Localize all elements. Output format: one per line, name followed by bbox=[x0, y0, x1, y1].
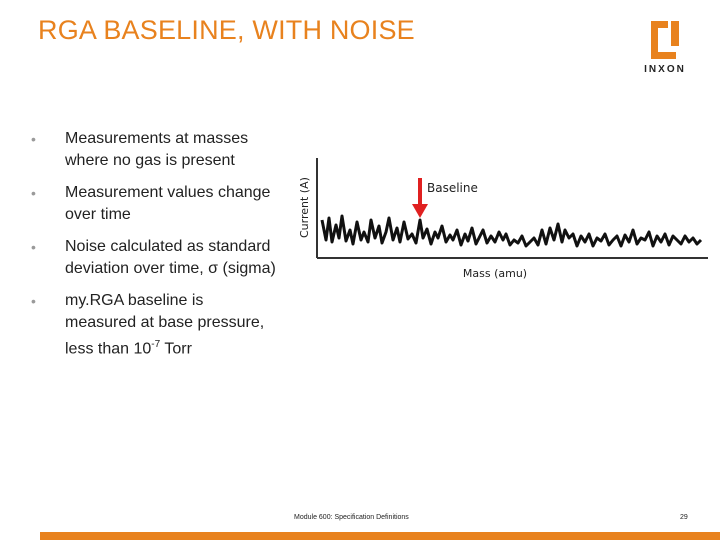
bullet-text-tail: Torr bbox=[160, 340, 192, 358]
slide-title: RGA BASELINE, WITH NOISE bbox=[38, 15, 415, 45]
bullet-text: Measurements at masses where no gas is present bbox=[65, 130, 249, 169]
bullet-icon: • bbox=[31, 293, 36, 309]
bullet-icon: • bbox=[31, 185, 36, 201]
bullet-icon: • bbox=[31, 131, 36, 147]
bullet-text: Measurement values change over time bbox=[65, 184, 271, 223]
bullet-item bbox=[28, 182, 278, 226]
arrow-head-icon bbox=[412, 204, 428, 218]
baseline-annotation: Baseline bbox=[427, 181, 478, 195]
baseline-noise-plot bbox=[290, 150, 720, 290]
page-number: 29 bbox=[680, 514, 688, 521]
bullet-item bbox=[28, 128, 278, 172]
bottom-accent-bar bbox=[40, 532, 720, 540]
noise-trace bbox=[322, 216, 701, 246]
bullet-item bbox=[28, 236, 278, 280]
bullet-item bbox=[28, 290, 278, 360]
y-axis-label: Current (A) bbox=[298, 177, 311, 238]
footer-text: Module 600: Specification Definitions bbox=[294, 514, 409, 521]
bullet-list bbox=[28, 128, 278, 370]
company-logo bbox=[636, 18, 694, 78]
logo-mark-icon bbox=[636, 18, 694, 62]
logo-text: INXON bbox=[644, 64, 686, 75]
bullet-text: my.RGA baseline is measured at base pressure, less than 10 bbox=[65, 292, 265, 358]
bullet-icon: • bbox=[31, 239, 36, 255]
exponent: -7 bbox=[151, 339, 161, 350]
x-axis-label: Mass (amu) bbox=[462, 267, 528, 280]
bullet-text: Noise calculated as standard deviation over time, σ (sigma) bbox=[65, 238, 276, 277]
